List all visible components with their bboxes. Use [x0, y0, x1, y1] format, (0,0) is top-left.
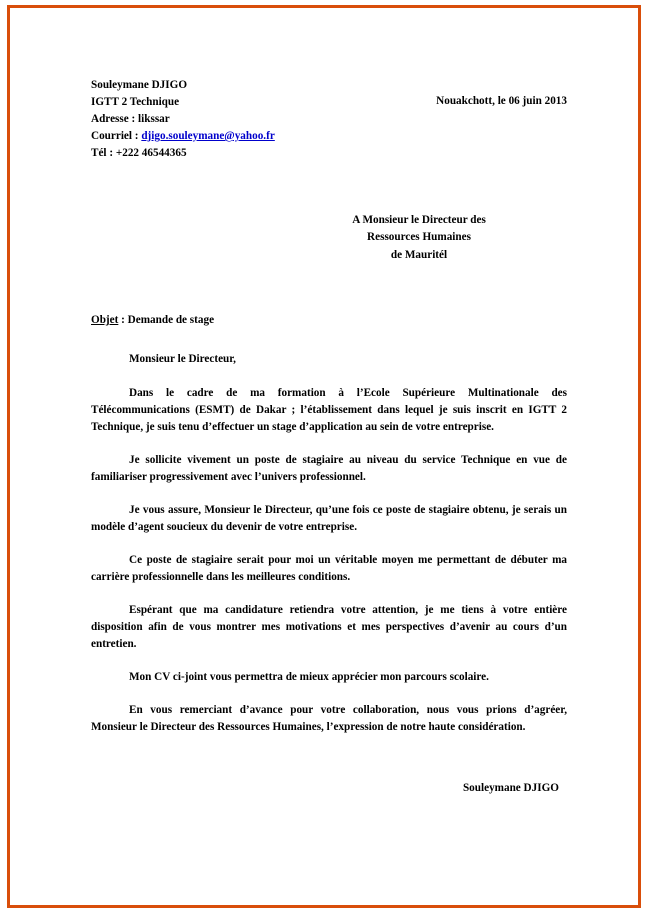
- letter-sheet: [11, 9, 637, 904]
- body-paragraph: Dans le cadre de ma formation à l’Ecole Supérieure Multinationale des Télécommunications (ESMT) de Dakar ; l’établissement dans lequel je suis inscrit en IGTT 2 Technique, je suis tenu d’effectuer un stage d’application au sein de votre entreprise.: [91, 387, 567, 434]
- sender-email-link[interactable]: djigo.souleymane@yahoo.fr: [141, 130, 275, 143]
- sender-block: [91, 77, 567, 162]
- salutation: Monsieur le Directeur,: [129, 353, 236, 366]
- signature: Souleymane DJIGO: [462, 782, 559, 795]
- body-paragraph: Mon CV ci-joint vous permettra de mieux apprécier mon parcours scolaire.: [129, 671, 489, 684]
- body-paragraph: Je sollicite vivement un poste de stagiaire au niveau du service Technique en vue de familiariser progressivement avec l’univers professionnel.: [91, 454, 567, 484]
- body-paragraph: Je vous assure, Monsieur le Directeur, qu’une fois ce poste de stagiaire obtenu, je serais un modèle d’agent soucieux du devenir de votre entreprise.: [91, 504, 567, 534]
- recipient-line-3: de Mauritél: [390, 248, 448, 261]
- body-paragraph: En vous remerciant d’avance pour votre collaboration, nous vous prions d’agréer, Monsieur le Directeur des Ressources Humaines, l’expression de notre haute considération.: [91, 704, 567, 734]
- body-paragraph: Espérant que ma candidature retiendra votre attention, je me tiens à votre entière disposition afin de vous montrer mes motivations et mes perspectives d’avenir au cours d’un entretien.: [91, 604, 567, 651]
- subject-value: : Demande de stage: [118, 314, 215, 327]
- recipient-line-2: Ressources Humaines: [367, 231, 471, 244]
- sender-email-label: Courriel :: [91, 130, 139, 143]
- body-paragraph: Ce poste de stagiaire serait pour moi un véritable moyen me permettant de débuter ma carrière professionnelle dans les meilleures conditions.: [91, 554, 567, 584]
- sender-email-row: [91, 128, 567, 145]
- recipient-block: [91, 212, 567, 264]
- place-and-date: Nouakchott, le 06 juin 2013: [436, 95, 567, 107]
- sender-phone: Tél : +222 46544365: [91, 147, 187, 160]
- subject-label: Objet: [91, 314, 119, 327]
- subject-line: [91, 312, 567, 329]
- recipient-line-1: A Monsieur le Directeur des: [352, 214, 486, 227]
- sender-name: Souleymane DJIGO: [91, 79, 188, 91]
- sender-program: IGTT 2 Technique: [91, 96, 180, 109]
- sender-address: Adresse : likssar: [91, 113, 170, 126]
